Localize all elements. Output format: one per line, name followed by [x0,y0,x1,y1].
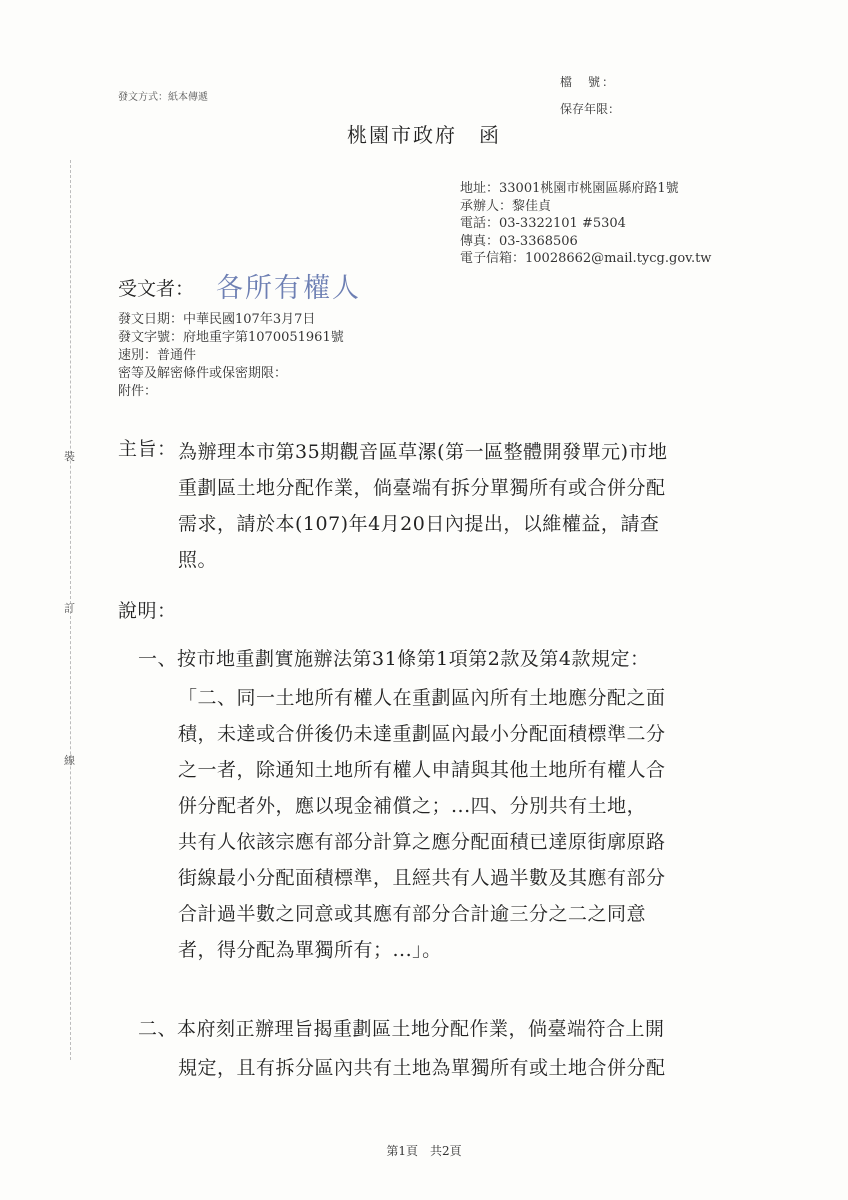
contact-fax: 傳真：03-3368506 [460,233,578,249]
binding-mark-xian: 線 [64,754,75,767]
subject-label: 主旨： [118,438,177,460]
item-1-line: 併分配者外，應以現金補償之；...四、分別共有土地， [178,795,647,817]
retention-period: 保存年限： [560,102,621,116]
binding-mark-ding: 訂 [64,602,75,615]
subject-line: 需求，請於本(107)年4月20日內提出，以維權益，請查 [178,513,660,535]
send-method: 發文方式：紙本傳遞 [118,92,208,103]
binding-mark-zhuang: 裝 [64,450,75,463]
subject-line: 重劃區土地分配作業，倘臺端有拆分單獨所有或合併分配 [178,477,666,499]
page-number: 第1頁 共2頁 [386,1144,462,1158]
subject-line: 為辦理本市第35期觀音區草漯(第一區整體開發單元)市地 [178,441,668,463]
recipient-label: 受文者： [118,278,195,300]
explanation-item-1-body [178,680,666,968]
item-1-line: 者，得分配為單獨所有；...」。 [178,939,442,961]
archive-number: 檔 號： [560,75,617,89]
item-2-line: 規定，且有拆分區內共有土地為單獨所有或土地合併分配 [178,1057,666,1079]
subject-body [178,434,668,578]
explanation-item-1-head: 一、按市地重劃實施辦法第31條第1項第2款及第4款規定： [138,648,650,670]
explanation-label: 說明： [118,600,177,622]
contact-email: 電子信箱：10028662@mail.tycg.gov.tw [460,251,712,266]
item-1-line: 共有人依該宗應有部分計算之應分配面積已達原街廓原路 [178,831,666,853]
issue-date: 發文日期：中華民國107年3月7日 [118,312,316,327]
document-title: 桃園市政府 函 [347,123,501,147]
item-1-line: 積，未達或合併後仍未達重劃區內最小分配面積標準二分 [178,723,666,745]
item-1-line: 之一者，除通知土地所有權人申請與其他土地所有權人合 [178,759,666,781]
contact-address: 地址：33001桃園市桃園區縣府路1號 [460,181,679,196]
item-1-line: 「二、同一土地所有權人在重劃區內所有土地應分配之面 [178,687,666,709]
explanation-item-2-body [178,1050,666,1086]
document-number: 發文字號：府地重字第1070051961號 [118,330,344,345]
item-1-line: 合計過半數之同意或其應有部分合計逾三分之二之同意 [178,903,647,925]
attachment: 附件： [118,384,158,399]
meta-block [118,311,344,401]
contact-phone: 電話：03-3322101 #5304 [460,216,626,231]
subject-line: 照。 [178,549,218,571]
item-1-line: 街線最小分配面積標準，且經共有人過半數及其應有部分 [178,867,666,889]
explanation-item-2-head: 二、本府刻正辦理旨揭重劃區土地分配作業，倘臺端符合上開 [138,1018,665,1040]
security-level: 密等及解密條件或保密期限： [118,366,288,381]
contact-block [460,180,711,268]
recipient-handwritten: 各所有權人 [216,273,361,304]
contact-handler: 承辦人：黎佳貞 [460,198,552,214]
delivery-speed: 速別：普通件 [118,348,197,363]
